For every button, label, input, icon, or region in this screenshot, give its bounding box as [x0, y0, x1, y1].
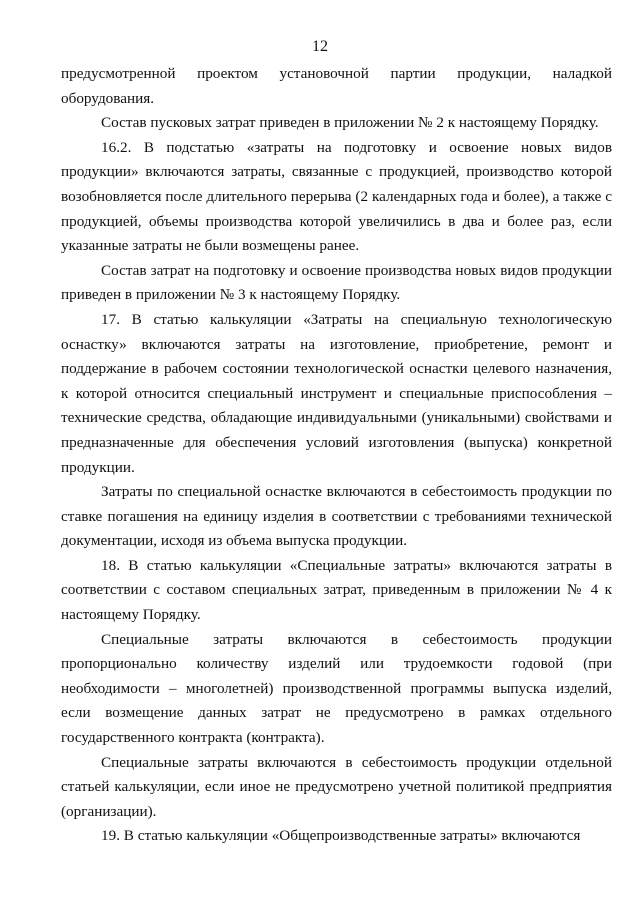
- paragraph-18: 18. В статью калькуляции «Специальные затраты» включаются затраты в соответствии с составом специальных затрат, приведенным в приложении № 4 к настоящему Порядку.: [61, 556, 612, 624]
- paragraph-17: 17. В статью калькуляции «Затраты на специальную технологическую оснастку» включаются затраты на изготовление, приобретение, ремонт и поддержание в рабочем состоянии технологической оснастки целевого назначения, к которой относится специальный инструмент и специальные приспособления – технические средства, обладающие индивидуальными (уникальными) свойствами и предназначенные для обеспечения условий изготовления (выпуска) конкретной продукции.: [61, 310, 612, 476]
- document-body: [61, 62, 612, 849]
- paragraph-16-2: 16.2. В подстатью «затраты на подготовку и освоение новых видов продукции» включаются затраты, связанные с продукцией, производство которой возобновляется после длительного перерыва (2 календарных года и более), а также с продукцией, объемы производства которой увеличились в два и более раз, если указанные затраты не были возмещены ранее.: [61, 138, 612, 255]
- paragraph-special-costs-separate: Специальные затраты включаются в себестоимость продукции отдельной статьей калькуляции, если иное не предусмотрено учетной политикой предприятия (организации).: [61, 753, 612, 820]
- paragraph-startup-costs: Состав пусковых затрат приведен в приложении № 2 к настоящему Порядку.: [101, 114, 599, 132]
- paragraph-19: 19. В статью калькуляции «Общепроизводственные затраты» включаются: [101, 827, 581, 845]
- paragraph-continuation: предусмотренной проектом установочной партии продукции, наладкой оборудования.: [61, 65, 612, 107]
- page-number: 12: [312, 38, 328, 55]
- paragraph-special-tooling: Затраты по специальной оснастке включаются в себестоимость продукции по ставке погашения на единицу изделия в соответствии с требованиями технической документации, исходя из объема выпуска продукции.: [61, 483, 612, 550]
- paragraph-special-costs-allocation: Специальные затраты включаются в себестоимость продукции пропорционально количеству изделий или трудоемкости годовой (при необходимости – многолетней) производственной программы выпуска изделий, если возмещение данных затрат не предусмотрено в рамках отдельного государственного контракта (контракта).: [61, 630, 612, 747]
- paragraph-new-products-costs: Состав затрат на подготовку и освоение производства новых видов продукции приведен в приложении № 3 к настоящему Порядку.: [61, 261, 612, 304]
